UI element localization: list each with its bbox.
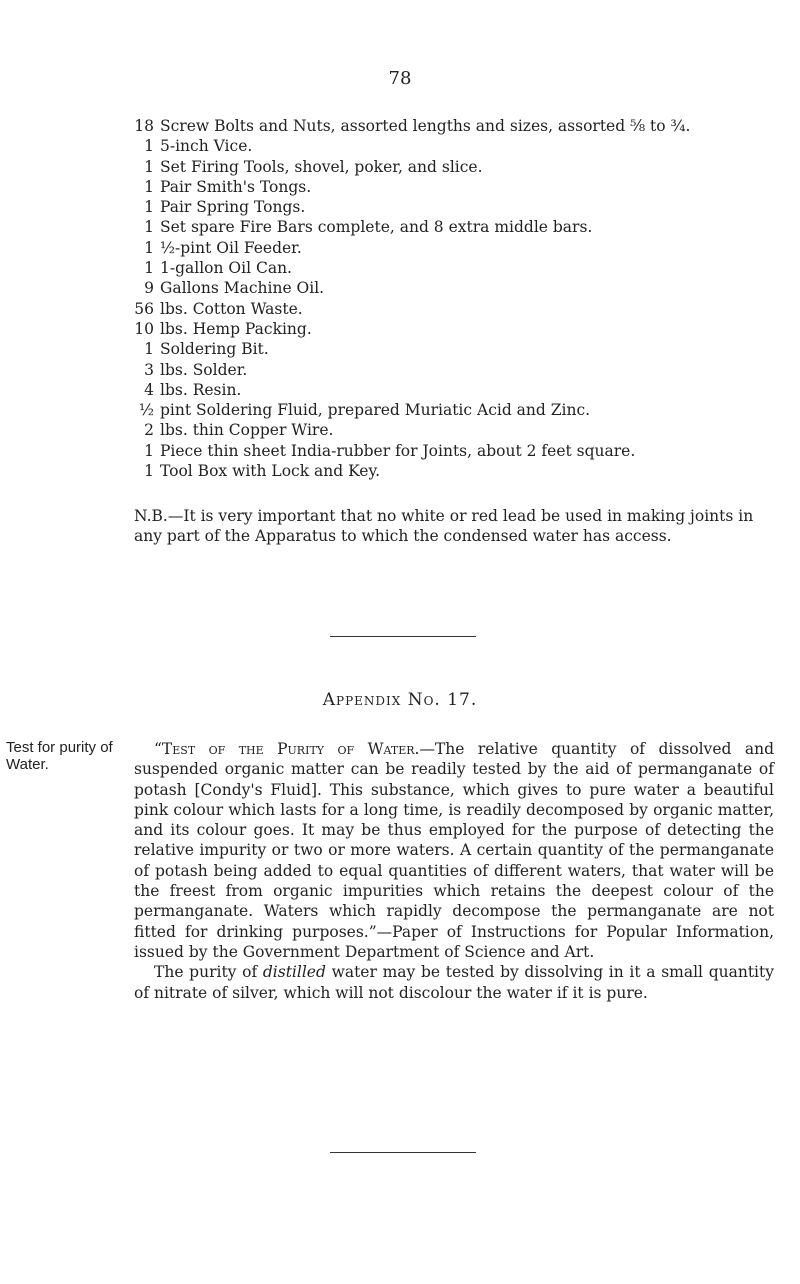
list-item [134, 197, 774, 217]
item-quantity: 2 [144, 421, 154, 440]
bottom-divider [330, 1152, 476, 1153]
list-item [134, 319, 774, 339]
list-item [134, 339, 774, 359]
list-item [134, 217, 774, 237]
paragraph-1-text: —The relative quantity of dissolved and suspended organic matter can be readily tested by the aid of permanganate of potash [Condy's Fluid]. This substance, which gives to pure water a beautiful pink colour which lasts for a long time, is readily decomposed by organic matter, and its colour goes. It may be thus employed for the purpose of detecting the relative impurity or two or more waters. A certain quantity of the permanganate of potash being added to equal quantities of different waters, that water will be the freest from organic impurities which retains the deepest colour of the permanganate. Waters which rapidly decompose the permanganate are not fitted for drinking purposes.”—Paper of Instructions for Popular Information, issued by the Government Department of Science and Art. [134, 740, 774, 961]
appendix-heading: Appendix No. 17. [322, 690, 478, 710]
equipment-list [134, 116, 774, 481]
list-item [134, 116, 774, 136]
list-item [134, 441, 774, 461]
item-text: Gallons Machine Oil. [160, 279, 325, 298]
item-quantity: 9 [144, 279, 154, 298]
item-quantity: 3 [144, 360, 154, 379]
list-item [134, 299, 774, 319]
item-text: Tool Box with Lock and Key. [160, 462, 381, 481]
item-text: Screw Bolts and Nuts, assorted lengths and sizes, assorted ⅝ to ¾. [160, 117, 691, 135]
paragraph-2-after: water may be tested by dissolving in it a small quantity of nitrate of silver, which will not discolour the water if it is pure. [134, 963, 774, 1002]
item-text: Piece thin sheet India-rubber for Joints, about 2 feet square. [160, 441, 636, 460]
item-quantity: 1 [144, 238, 154, 257]
item-quantity: 56 [134, 299, 154, 318]
list-item [134, 420, 774, 440]
list-item [134, 258, 774, 278]
item-quantity: 1 [144, 441, 154, 460]
paragraph-2 [134, 962, 774, 1003]
appendix-body [134, 739, 774, 1003]
item-quantity: 18 [134, 117, 154, 135]
item-text: Set spare Fire Bars complete, and 8 extra middle bars. [160, 218, 593, 237]
item-text: lbs. Hemp Packing. [160, 319, 312, 338]
item-text: Set Firing Tools, shovel, poker, and slice. [160, 157, 483, 176]
item-text: Soldering Bit. [160, 340, 269, 359]
item-quantity: 1 [144, 259, 154, 278]
list-item [134, 380, 774, 400]
item-quantity: 1 [144, 157, 154, 176]
item-text: lbs. Solder. [160, 360, 248, 379]
list-item [134, 238, 774, 258]
item-quantity: ½ [138, 401, 154, 420]
list-item [134, 278, 774, 298]
item-quantity: 1 [144, 177, 154, 196]
item-text: Pair Smith's Tongs. [160, 177, 312, 196]
list-item [134, 136, 774, 156]
item-text: pint Soldering Fluid, prepared Muriatic Acid and Zinc. [160, 401, 591, 420]
item-quantity: 1 [144, 462, 154, 481]
item-quantity: 10 [134, 319, 154, 338]
item-text: Pair Spring Tongs. [160, 198, 306, 217]
nb-note-text: N.B.—It is very important that no white or red lead be used in making joints in any part of the Apparatus to which the condensed water has access. [134, 507, 754, 546]
item-text: 1-gallon Oil Can. [160, 259, 292, 278]
section-divider [330, 636, 476, 637]
list-item [134, 400, 774, 420]
margin-note: Test for purity of Water. [6, 739, 113, 773]
paragraph-lead: “Test of the Purity of Water. [154, 740, 420, 758]
item-text: ½-pint Oil Feeder. [160, 238, 302, 257]
list-item [134, 157, 774, 177]
list-item [134, 177, 774, 197]
item-quantity: 1 [144, 340, 154, 359]
nb-note [134, 506, 774, 547]
item-quantity: 4 [144, 380, 154, 399]
item-text: lbs. Cotton Waste. [160, 299, 303, 318]
list-item [134, 461, 774, 481]
item-quantity: 1 [144, 198, 154, 217]
page-number: 78 [388, 68, 412, 89]
paragraph-1 [134, 739, 774, 962]
paragraph-2-italic: distilled [262, 963, 326, 982]
item-quantity: 1 [144, 218, 154, 237]
item-text: lbs. thin Copper Wire. [160, 421, 334, 440]
item-quantity: 1 [144, 137, 154, 156]
list-item [134, 360, 774, 380]
item-text: lbs. Resin. [160, 380, 242, 399]
item-text: 5-inch Vice. [160, 137, 253, 156]
paragraph-2-before: The purity of [154, 963, 263, 982]
